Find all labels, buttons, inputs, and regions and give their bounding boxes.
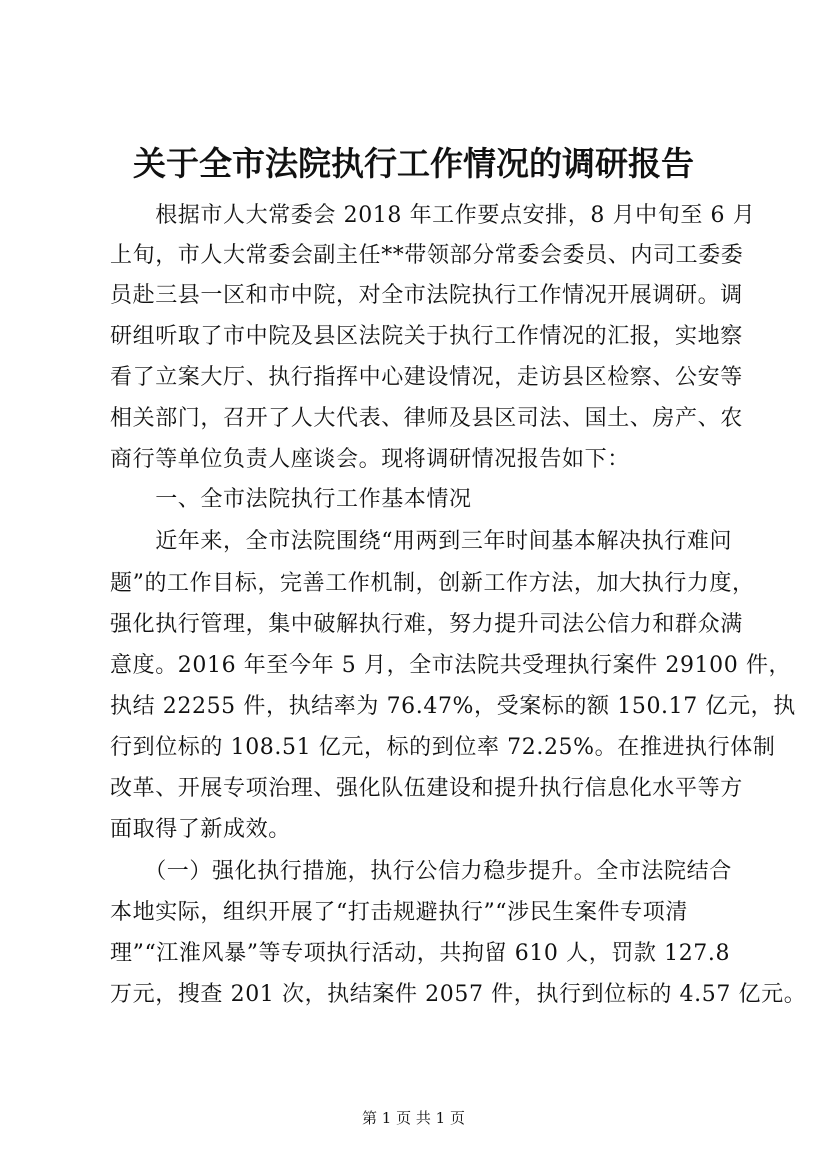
- document-title: 关于全市法院执行工作情况的调研报告: [133, 144, 694, 183]
- body-line: 近年来，全市法院围绕“用两到三年时间基本解决执行难问: [110, 529, 733, 554]
- body-line: 看了立案大厅、执行指挥中心建设情况，走访县区检察、公安等: [110, 365, 743, 390]
- body-line: 员赴三县一区和市中院，对全市法院执行工作情况开展调研。调: [110, 283, 743, 308]
- subsection-line: （一）强化执行措施，执行公信力稳步提升。全市法院结合: [110, 859, 732, 884]
- section-heading: 一、全市法院执行工作基本情况: [110, 487, 472, 512]
- body-line: 面取得了新成效。: [110, 817, 291, 842]
- body-line: 研组听取了市中院及县区法院关于执行工作情况的汇报，实地察: [110, 324, 743, 349]
- body-line: 意度。2016 年至今年 5 月，全市法院共受理执行案件 29100 件，: [110, 653, 792, 678]
- body-line: 相关部门，召开了人大代表、律师及县区司法、国土、房产、农: [110, 406, 743, 431]
- body-line: 行到位标的 108.51 亿元，标的到位率 72.25%。在推进执行体制: [110, 735, 776, 760]
- body-line: 改革、开展专项治理、强化队伍建设和提升执行信息化水平等方: [110, 776, 743, 801]
- body-line: 万元，搜查 201 次，执结案件 2057 件，执行到位标的 4.57 亿元。: [110, 982, 807, 1007]
- body-line: 根据市人大常委会 2018 年工作要点安排，8 月中旬至 6 月: [110, 203, 756, 228]
- body-line: 理”“江淮风暴”等专项执行活动，共拘留 610 人，罚款 127.8: [110, 941, 731, 966]
- body-line: 商行等单位负责人座谈会。现将调研情况报告如下：: [110, 447, 630, 472]
- body-line: 强化执行管理，集中破解执行难，努力提升司法公信力和群众满: [110, 612, 743, 637]
- body-line: 题”的工作目标，完善工作机制，创新工作方法，加大执行力度，: [110, 571, 755, 596]
- body-line: 本地实际，组织开展了“打击规避执行”“涉民生案件专项清: [110, 900, 688, 925]
- body-line: 执结 22255 件，执结率为 76.47%，受案标的额 150.17 亿元，执: [110, 694, 796, 719]
- page-number-footer: 第 1 页 共 1 页: [362, 1109, 465, 1127]
- body-line: 上旬，市人大常委会副主任**带领部分常委会委员、内司工委委: [110, 243, 744, 268]
